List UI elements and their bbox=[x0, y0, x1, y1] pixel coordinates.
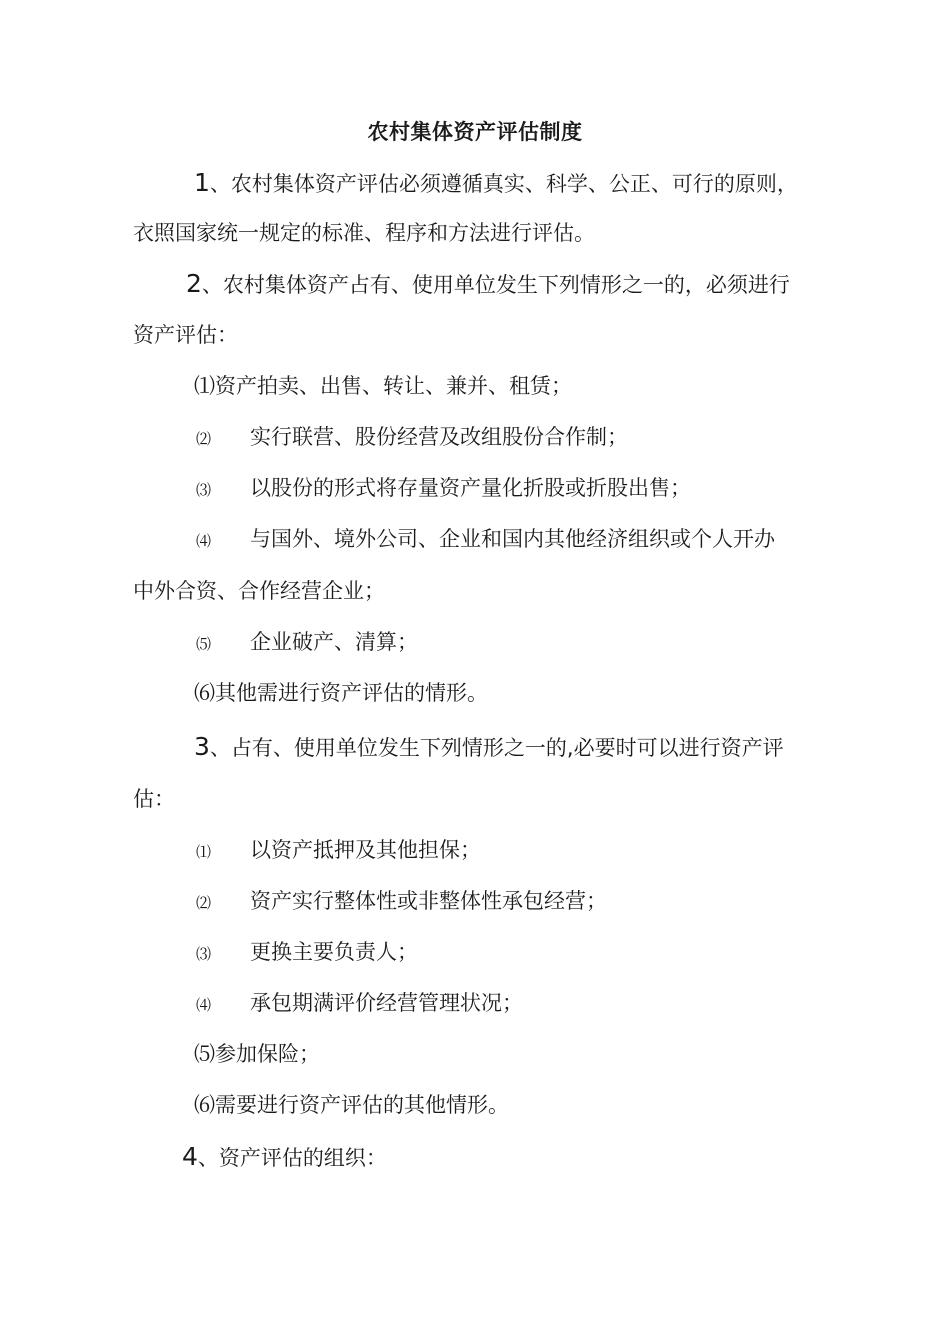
paragraph-line bbox=[133, 784, 175, 814]
item-number: 2 bbox=[186, 269, 202, 298]
paragraph-line bbox=[133, 218, 595, 248]
line-text: 以资产抵押及其他担保； bbox=[250, 838, 481, 862]
line-text: 实行联营、股份经营及改组股份合作制； bbox=[250, 425, 628, 449]
sub-item-line bbox=[194, 678, 488, 708]
line-text: 更换主要负责人； bbox=[250, 940, 418, 964]
sub-item-line bbox=[194, 371, 572, 401]
line-text: 衣照国家统一规定的标准、程序和方法进行评估。 bbox=[133, 221, 595, 245]
sub-item-number: ⑴ bbox=[196, 843, 212, 861]
line-text: 资产评估： bbox=[133, 323, 238, 347]
sub-item-number: ⑴ bbox=[194, 374, 215, 398]
sub-item-number: ⑷ bbox=[196, 996, 212, 1014]
sub-item-number: ⑷ bbox=[196, 532, 212, 550]
sub-item-line bbox=[196, 835, 481, 867]
line-text: 其他需进行资产评估的情形。 bbox=[215, 681, 488, 705]
line-text: 、占有、使用单位发生下列情形之一的,必要时可以进行资产评 bbox=[209, 736, 784, 760]
line-text: 资产实行整体性或非整体性承包经营； bbox=[250, 889, 607, 913]
sub-item-line bbox=[196, 524, 775, 556]
sub-item-number: ⑸ bbox=[196, 635, 212, 653]
item-number: 4 bbox=[182, 1142, 198, 1171]
sub-item-number: ⑵ bbox=[196, 430, 212, 448]
sub-item-line bbox=[194, 1039, 320, 1069]
paragraph-line bbox=[133, 320, 238, 350]
paragraph-line bbox=[133, 576, 385, 606]
line-text: 需要进行资产评估的其他情形。 bbox=[215, 1093, 509, 1117]
sub-item-line bbox=[196, 988, 523, 1020]
paragraph-line bbox=[186, 269, 790, 300]
sub-item-line bbox=[196, 627, 418, 659]
sub-item-number: ⑹ bbox=[194, 1093, 215, 1117]
line-text: 、农村集体资产评估必须遵循真实、科学、公正、可行的原则， bbox=[209, 172, 798, 196]
line-text: 以股份的形式将存量资产量化折股或折股出售； bbox=[250, 476, 691, 500]
line-text: 参加保险； bbox=[215, 1042, 320, 1066]
paragraph-line bbox=[194, 168, 798, 199]
sub-item-number: ⑸ bbox=[194, 1042, 215, 1066]
line-text: 与国外、境外公司、企业和国内其他经济组织或个人开办 bbox=[250, 527, 775, 551]
line-text: 资产拍卖、出售、转让、兼并、租赁； bbox=[215, 374, 572, 398]
line-text: 企业破产、清算； bbox=[250, 630, 418, 654]
document-title: 农村集体资产评估制度 bbox=[367, 120, 583, 144]
paragraph-line bbox=[182, 1142, 387, 1173]
line-text: 中外合资、合作经营企业； bbox=[133, 579, 385, 603]
line-text: 承包期满评价经营管理状况； bbox=[250, 991, 523, 1015]
sub-item-number: ⑶ bbox=[196, 945, 212, 963]
line-text: 估： bbox=[133, 787, 175, 811]
sub-item-line bbox=[196, 937, 418, 969]
item-number: 1 bbox=[194, 168, 210, 197]
item-number: 3 bbox=[194, 732, 210, 761]
sub-item-line bbox=[196, 886, 607, 918]
sub-item-line bbox=[196, 422, 628, 454]
paragraph-line bbox=[194, 732, 784, 763]
sub-item-line bbox=[196, 473, 691, 505]
sub-item-number: ⑶ bbox=[196, 481, 212, 499]
line-text: 、农村集体资产占有、使用单位发生下列情形之一的，必须进行 bbox=[201, 273, 790, 297]
sub-item-line bbox=[194, 1090, 509, 1120]
sub-item-number: ⑵ bbox=[196, 894, 212, 912]
line-text: 、资产评估的组织： bbox=[197, 1146, 387, 1170]
sub-item-number: ⑹ bbox=[194, 681, 215, 705]
